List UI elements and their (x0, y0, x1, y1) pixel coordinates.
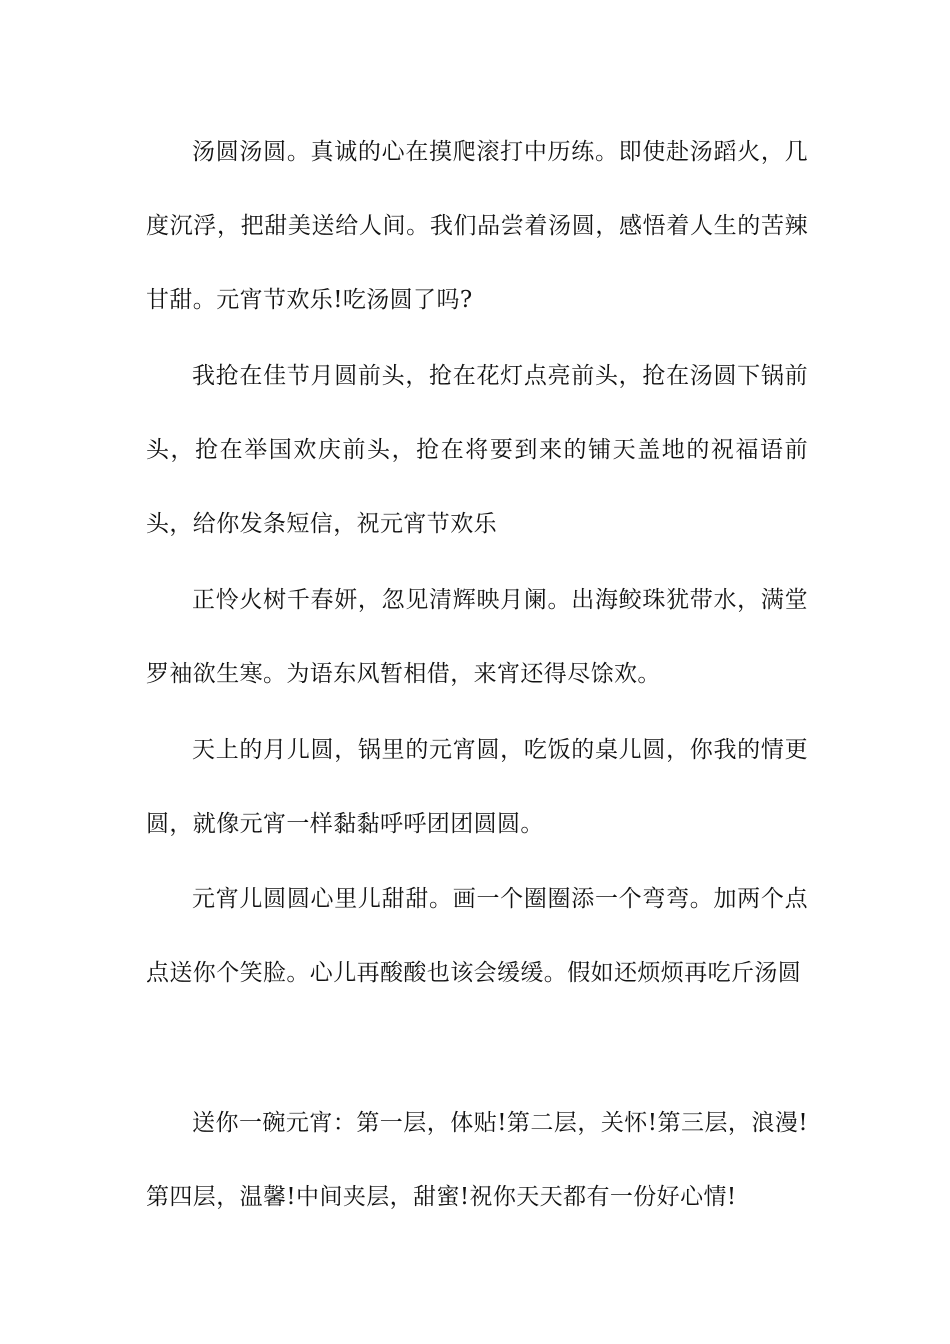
paragraph-1: 汤圆汤圆。真诚的心在摸爬滚打中历练。即使赴汤蹈火，几度沉浮，把甜美送给人间。我们品尝着汤圆，感悟着人生的苦辣甘甜。元宵节欢乐!吃汤圆了吗? (146, 139, 808, 313)
paragraph-4: 天上的月儿圆，锅里的元宵圆，吃饭的桌儿圆，你我的情更圆，就像元宵一样黏黏呼呼团团圆圆。 (146, 737, 808, 837)
paragraph-5: 元宵儿圆圆心里儿甜甜。画一个圈圈添一个弯弯。加两个点点送你个笑脸。心儿再酸酸也该会缓缓。假如还烦烦再吃斤汤圆 (146, 886, 808, 986)
paragraph-3: 正怜火树千春妍，忽见清辉映月阑。出海鲛珠犹带水，满堂罗袖欲生寒。为语东风暂相借，来宵还得尽馀欢。 (146, 587, 808, 687)
paragraph-2: 我抢在佳节月圆前头，抢在花灯点亮前头，抢在汤圆下锅前头，抢在举国欢庆前头，抢在将要到来的铺天盖地的祝福语前头，给你发条短信，祝元宵节欢乐 (146, 363, 808, 537)
paragraph-6: 送你一碗元宵：第一层，体贴!第二层，关怀!第三层，浪漫!第四层，温馨!中间夹层，甜蜜!祝你天天都有一份好心情! (146, 1110, 808, 1210)
